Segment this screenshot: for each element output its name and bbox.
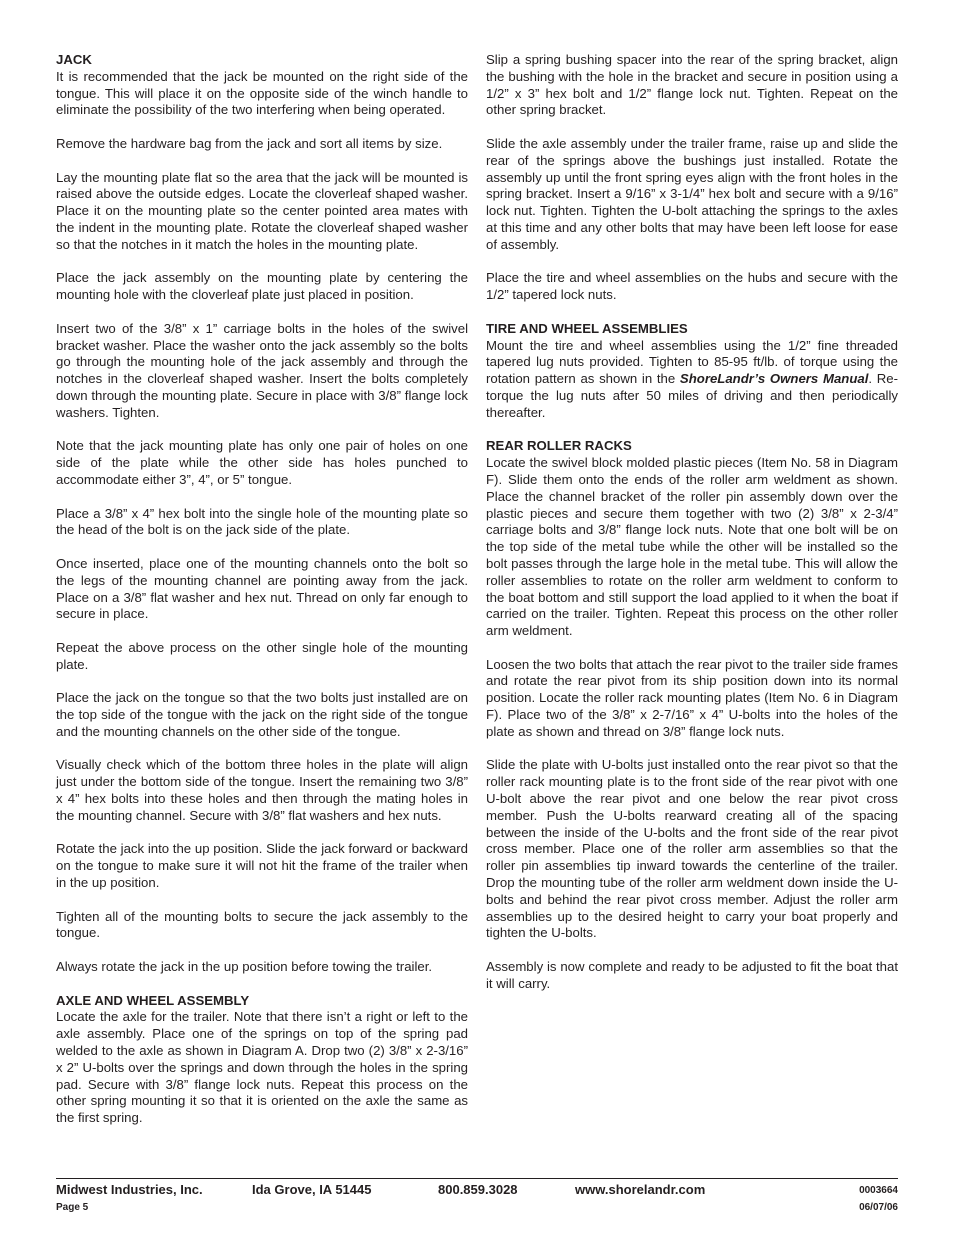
jack-paragraph: Place the jack assembly on the mounting plate by centering the mounting hole with the cloverleaf plate just placed in position.	[56, 270, 468, 303]
tire-heading: TIRE AND WHEEL ASSEMBLIES	[486, 320, 688, 336]
footer-date: 06/07/06	[859, 1202, 898, 1213]
jack-paragraph: Remove the hardware bag from the jack and sort all items by size.	[56, 135, 443, 151]
jack-paragraph: It is recommended that the jack be mounted on the right side of the tongue. This will place it on the opposite side of the winch handle to eliminate the possibility of the two interfering when being operated.	[56, 68, 468, 118]
axle-paragraph: Slip a spring bushing spacer into the rear of the spring bracket, align the bushing with the hole in the bracket and secure in position using a 1/2” x 3” hex bolt and 1/2” flange lock nut. Tighten. Repeat on the other spring bracket.	[486, 52, 898, 118]
jack-paragraph: Note that the jack mounting plate has only one pair of holes on one side of the plate while the other side has holes punched to accommodate either 3”, 4”, or 5” tongue.	[56, 438, 468, 487]
rear-roller-paragraph: Locate the swivel block molded plastic pieces (Item No. 58 in Diagram F). Slide them onto the ends of the roller arm weldment as shown. Place the channel bracket of the roller pin assembly down over the plastic pieces and secure them together with two (2) 3/8” x 2-3/4” carriage bolts and 3/8” flange lock nuts. Note that one bolt will be on the top side of the metal tube while the other will be installed so the bolt passes through the large hole in the metal tube. This will allow the roller assemblies to rotate on the roller arm weldment to conform to the boat bottom and still support the load applied to it when the boat if carried on the trailer. Tighten. Repeat this process on the other roller arm weldment.	[486, 455, 898, 639]
jack-paragraph: Lay the mounting plate flat so the area that the jack will be mounted is raised above the outside edges. Locate the cloverleaf shaped washer. Place it on the mounting plate so the center pointed area mates with the indent in the mounting plate. Rotate the cloverleaf shaped washer so that the notches in it match the holes in the mounting plate.	[56, 169, 468, 252]
right-column	[486, 52, 898, 1009]
jack-heading: JACK	[56, 52, 92, 67]
jack-paragraph: Once inserted, place one of the mounting channels onto the bolt so the legs of the mounting channel are pointing away from the jack. Place on a 3/8” flat washer and hex nut. Thread on only far enough to secure in place.	[56, 555, 468, 622]
footer-website: www.shorelandr.com	[575, 1182, 706, 1197]
owners-manual-reference: ShoreLandr’s Owners Manual	[679, 371, 869, 387]
footer-divider	[56, 1178, 898, 1179]
footer-city: Ida Grove, IA 51445	[252, 1182, 372, 1197]
axle-paragraph: Locate the axle for the trailer. Note that there isn’t a right or left to the axle assembly. Place one of the springs on top of the spring pad welded to the axle as shown in Diagram A. Drop two (2) 3/8” x 2-3/16” x 2” U-bolts over the springs and down through the holes in the spring pad. Secure with 3/8” flange lock nuts. Repeat this process on the other spring mounting it so that it is oriented on the axle the same as the first spring.	[56, 1009, 468, 1126]
axle-paragraph: Place the tire and wheel assemblies on the hubs and secure with the 1/2” tapered lock nuts.	[486, 270, 898, 303]
tire-text: Mount the tire and wheel assemblies using the 1/2” fine threaded tapered lug nuts provided. Tighten to 85-95 ft/lb. of torque using the rotation pattern as shown in the	[486, 337, 898, 387]
rear-roller-paragraph: Loosen the two bolts that attach the rear pivot to the trailer side frames and rotate the rear pivot from its ship position down into its normal position. Locate the roller rack mounting plates (Item No. 6 in Diagram F). Place two of the 3/8” x 2-7/16” x 4” U-bolts into the holes of the plate as shown and thread on 3/8” flange lock nuts.	[486, 656, 898, 739]
tire-paragraph	[486, 338, 898, 422]
jack-paragraph: Tighten all of the mounting bolts to secure the jack assembly to the tongue.	[56, 908, 468, 941]
axle-heading: AXLE AND WHEEL ASSEMBLY	[56, 992, 250, 1008]
jack-paragraph: Always rotate the jack in the up position before towing the trailer.	[56, 959, 433, 975]
footer-page-number: Page 5	[56, 1202, 89, 1213]
left-column	[56, 52, 468, 1144]
footer-doc-number: 0003664	[859, 1185, 898, 1196]
rear-roller-heading: REAR ROLLER RACKS	[486, 438, 632, 454]
jack-paragraph: Insert two of the 3/8” x 1” carriage bolts in the holes of the swivel bracket washer. Place the washer onto the jack assembly so the bolts go through the mounting hole of the jack assembly and through the notches in the cloverleaf shaped washer. Insert the bolts completely down through the mounting plate. Secure in place with 3/8” flange lock washers. Tighten.	[56, 320, 468, 420]
jack-paragraph: Rotate the jack into the up position. Slide the jack forward or backward on the tongue to make sure it will not hit the frame of the trailer when in the up position.	[56, 841, 468, 891]
footer-phone: 800.859.3028	[438, 1182, 518, 1197]
jack-paragraph: Repeat the above process on the other single hole of the mounting plate.	[56, 639, 468, 672]
jack-paragraph: Visually check which of the bottom three holes in the plate will align just under the bottom side of the tongue. Insert the remaining two 3/8” x 4” hex bolts into these holes and then through the mating holes in the mounting channel. Secure with 3/8” flat washers and hex nuts.	[56, 757, 468, 823]
axle-paragraph: Slide the axle assembly under the trailer frame, raise up and slide the rear of the springs above the bushings just installed. Rotate the assembly up until the front spring eyes align with the front holes in the spring bracket. Insert a 9/16” x 3-1/4” hex bolt and secure with a 9/16” lock nut. Tighten. Tighten the U-bolt attaching the springs to the axles at this time and any other bolts that may have been left loose for ease of assembly.	[486, 135, 898, 252]
rear-roller-paragraph: Slide the plate with U-bolts just installed onto the rear pivot so that the roller rack mounting plate is to the front side of the rear pivot with one U-bolt above the rear pivot and one below the rear pivot cross member. Push the U-bolts rearward creating all of the spacing between the inside of the U-bolts and the front side of the rear pivot cross member. Place one of the roller arm assemblies so that the roller pin assemblies tip inward towards the centerline of the trailer. Drop the mounting tube of the roller arm weldment down inside the U-bolts and behind the rear pivot cross member. Adjust the roller arm assemblies up to the desired height to carry your boat properly and tighten the U-bolts.	[486, 757, 898, 941]
tire-text: . Re-torque the lug nuts after 50 miles of driving and then periodically thereafter.	[486, 371, 899, 420]
footer-company: Midwest Industries, Inc.	[56, 1182, 203, 1197]
page-footer	[56, 1182, 898, 1222]
jack-paragraph: Place the jack on the tongue so that the two bolts just installed are on the top side of the tongue with the jack on the right side of the tongue and the mounting channels on the other side of the tongue.	[56, 690, 468, 739]
jack-paragraph: Place a 3/8” x 4” hex bolt into the single hole of the mounting plate so the head of the bolt is on the jack side of the plate.	[56, 505, 468, 538]
rear-roller-paragraph: Assembly is now complete and ready to be adjusted to fit the boat that it will carry.	[486, 959, 898, 991]
